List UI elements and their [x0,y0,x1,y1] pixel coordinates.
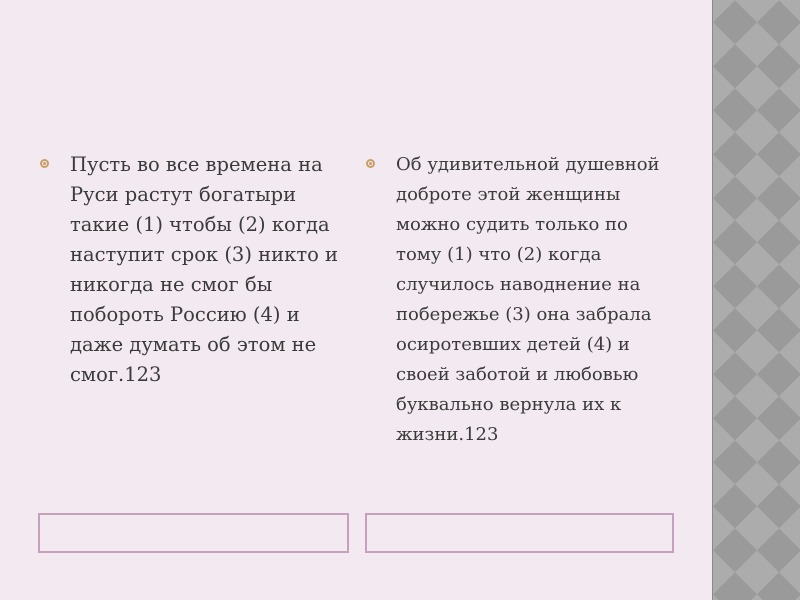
left-column-text: Пусть во все времена на Руси растут богатыри такие (1) чтобы (2) когда наступит срок (3) никто и никогда не смог бы побороть Россию (4) и даже думать об этом не смог.123 [70,153,339,386]
left-footer-box [38,513,349,553]
right-footer-box [365,513,674,553]
right-column-text: Об удивительной душевной доброте этой женщины можно судить только по тому (1) что (2) когда случилось наводнение на побережье (3) она забрала осиротевших детей (4) и своей заботой и любовью буквально вернула их к жизни.123 [396,154,660,445]
side-pattern-decoration [712,0,800,600]
left-column [40,150,350,390]
left-bullet-item [40,150,350,390]
right-column [366,150,676,450]
bullet-icon [366,159,375,168]
bullet-icon [40,159,49,168]
right-bullet-item [366,150,676,450]
